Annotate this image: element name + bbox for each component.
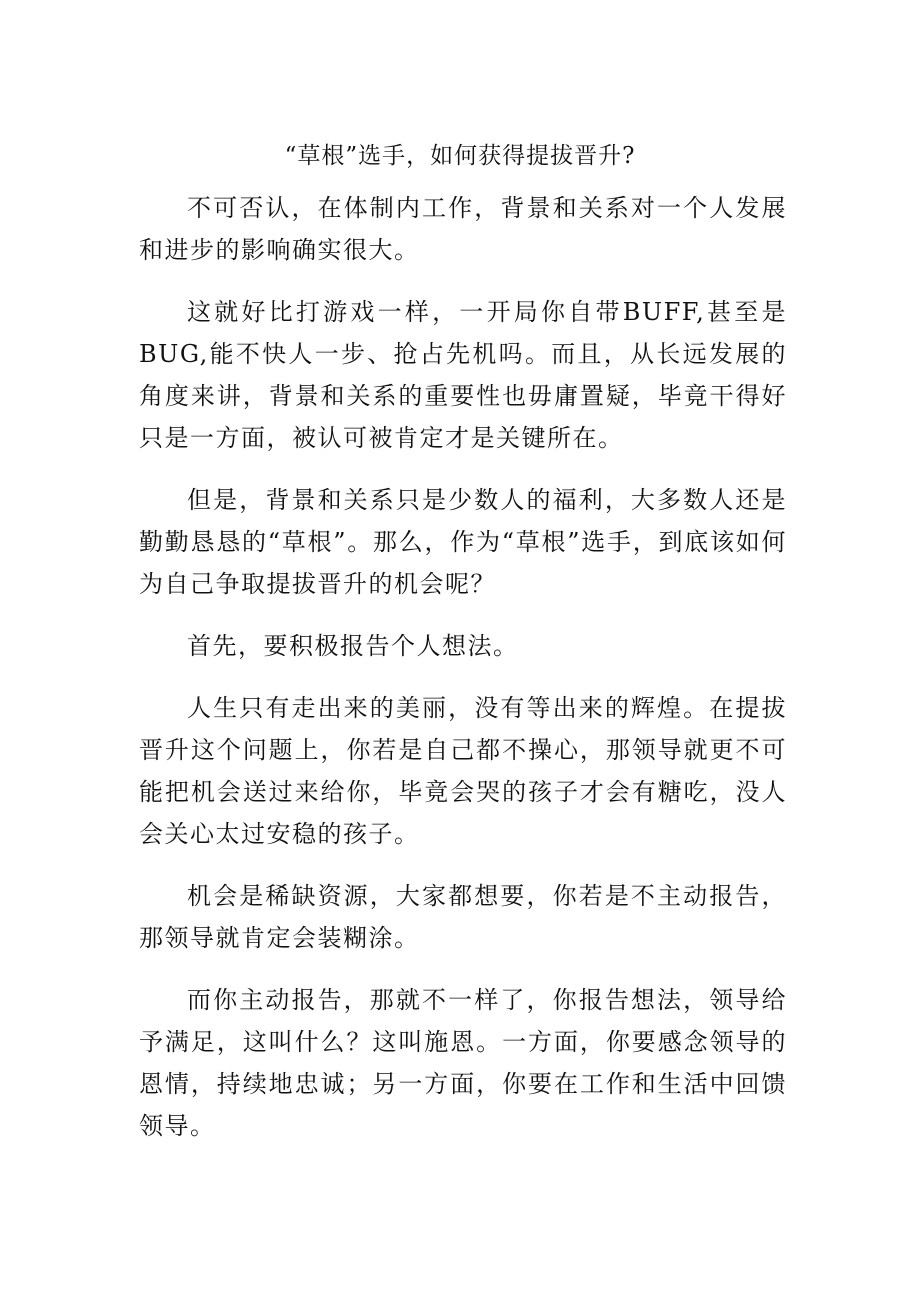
paragraph: 人生只有走出来的美丽，没有等出来的辉煌。在提拔晋升这个问题上，你若是自己都不操心，那领导就更不可能把机会送过来给你，毕竟会哭的孩子才会有糖吃，没人会关心太过安稳的孩子。 bbox=[139, 694, 787, 848]
paragraph: 这就好比打游戏一样，一开局你自带BUFF,甚至是BUG,能不快人一步、抢占先机吗。而且，从长远发展的角度来讲，背景和关系的重要性也毋庸置疑，毕竟干得好只是一方面，被认可被肯定才是关键所在。 bbox=[139, 298, 787, 452]
paragraph: 而你主动报告，那就不一样了，你报告想法，领导给予满足，这叫什么？这叫施恩。一方面，你要感念领导的恩情，持续地忠诚；另一方面，你要在工作和生活中回馈领导。 bbox=[139, 986, 787, 1140]
paragraph: 但是，背景和关系只是少数人的福利，大多数人还是勤勤恳恳的“草根”。那么，作为“草根”选手，到底该如何为自己争取提拔晋升的机会呢？ bbox=[139, 486, 787, 598]
document-title: “草根”选手，如何获得提拔晋升? bbox=[284, 143, 636, 169]
paragraph: 机会是稀缺资源，大家都想要，你若是不主动报告，那领导就肯定会装糊涂。 bbox=[139, 882, 787, 952]
paragraph: 首先，要积极报告个人想法。 bbox=[187, 632, 519, 660]
paragraph: 不可否认，在体制内工作，背景和关系对一个人发展和进步的影响确实很大。 bbox=[139, 194, 787, 264]
document-body bbox=[139, 187, 787, 1167]
